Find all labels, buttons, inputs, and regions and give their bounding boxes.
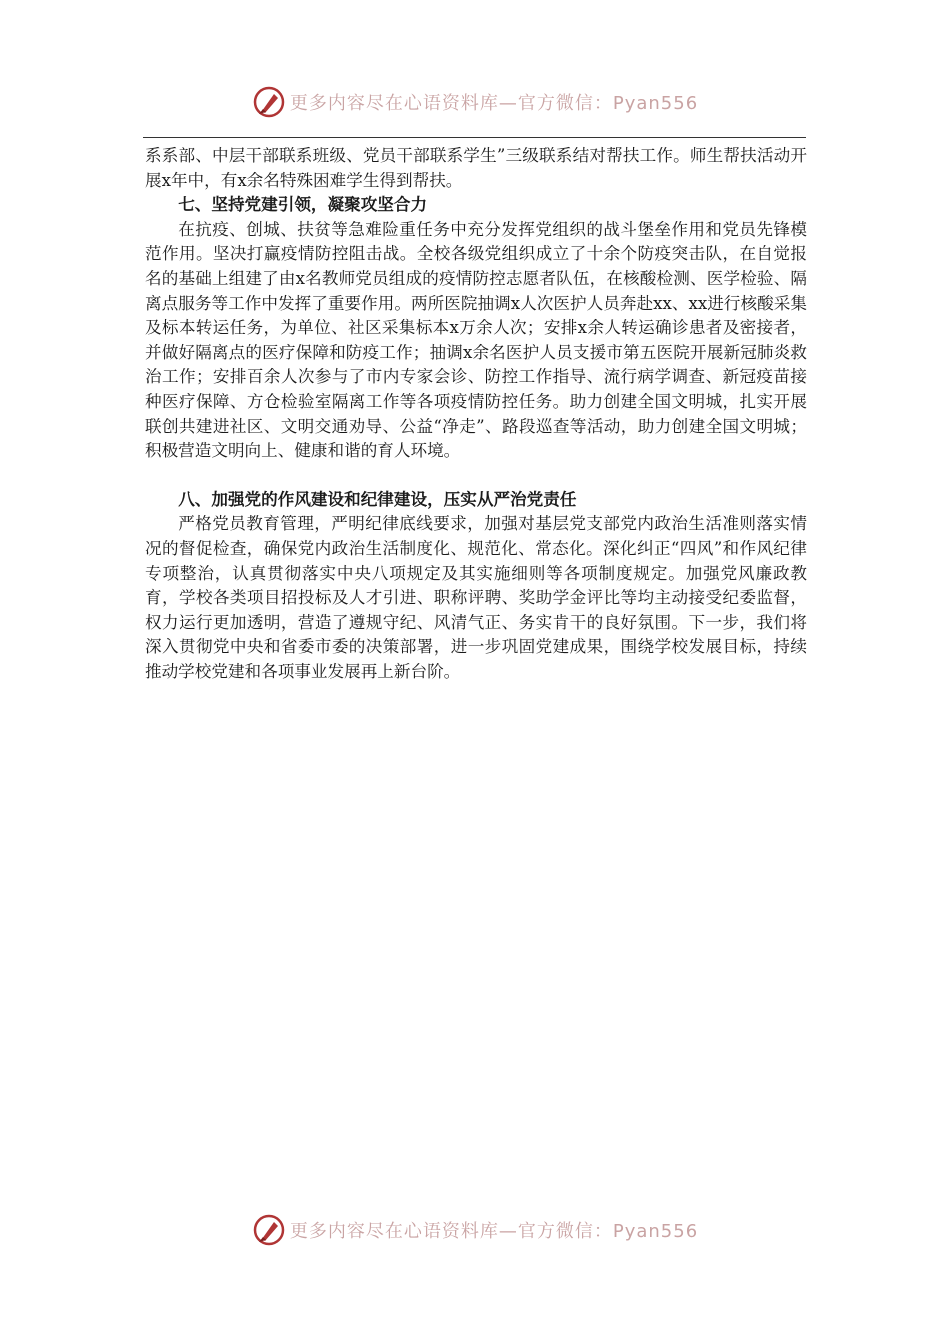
section-7-heading: 七、坚持党建引领，凝聚攻坚合力 bbox=[178, 195, 428, 215]
section-7-paragraph: 在抗疫、创城、扶贫等急难险重任务中充分发挥党组织的战斗堡垒作用和党员先锋模范作用。坚决打赢疫情防控阻击战。全校各级党组织成立了十余个防疫突击队，在自觉报名的基础上组建了由x名教师党员组成的疫情防控志愿者队伍，在核酸检测、医学检验、隔离点服务等工作中发挥了重要作用。两所医院抽调x人次医护人员奔赴xx、xx进行核酸采集及标本转运任务，为单位、社区采集标本x万余人次；安排x余人转运确诊患者及密接者，并做好隔离点的医疗保障和防疫工作；抽调x余名医护人员支援市第五医院开展新冠肺炎救治工作；安排百余人次参与了市内专家会诊、防控工作指导、流行病学调查、新冠疫苗接种医疗保障、方仓检验室隔离工作等各项疫情防控任务。助力创建全国文明城，扎实开展联创共建进社区、文明交通劝导、公益“净走”、路段巡查等活动，助力创建全国文明城；积极营造文明向上、健康和谐的育人环境。 bbox=[145, 219, 807, 461]
intro-paragraph: 系系部、中层干部联系班级、党员干部联系学生”三级联系结对帮扶工作。师生帮扶活动开展x年中，有x余名特殊困难学生得到帮扶。 bbox=[145, 146, 807, 190]
pen-nib-logo-icon bbox=[252, 85, 286, 119]
section-8-paragraph: 严格党员教育管理，严明纪律底线要求，加强对基层党支部党内政治生活准则落实情况的督促检查，确保党内政治生活制度化、规范化、常态化。深化纠正“四风”和作风纪律专项整治，认真贯彻落实中央八项规定及其实施细则等各项制度规定。加强党风廉政教育，学校各类项目招投标及人才引进、职称评聘、奖助学金评比等均主动接受纪委监督，权力运行更加透明，营造了遵规守纪、风清气正、务实肯干的良好氛围。下一步，我们将深入贯彻党中央和省委市委的决策部署，进一步巩固党建成果，围绕学校发展目标，持续推动学校党建和各项事业发展再上新台阶。 bbox=[145, 514, 807, 681]
pen-nib-logo-icon bbox=[252, 1213, 286, 1247]
header-divider bbox=[143, 137, 806, 138]
document-body bbox=[145, 144, 807, 684]
header-banner bbox=[0, 82, 950, 122]
footer-banner bbox=[0, 1210, 950, 1250]
footer-banner-text: 更多内容尽在心语资料库—官方微信：Pyan556 bbox=[289, 1221, 699, 1242]
header-banner-text: 更多内容尽在心语资料库—官方微信：Pyan556 bbox=[289, 93, 699, 114]
section-8-heading: 八、加强党的作风建设和纪律建设，压实从严治党责任 bbox=[178, 489, 577, 509]
